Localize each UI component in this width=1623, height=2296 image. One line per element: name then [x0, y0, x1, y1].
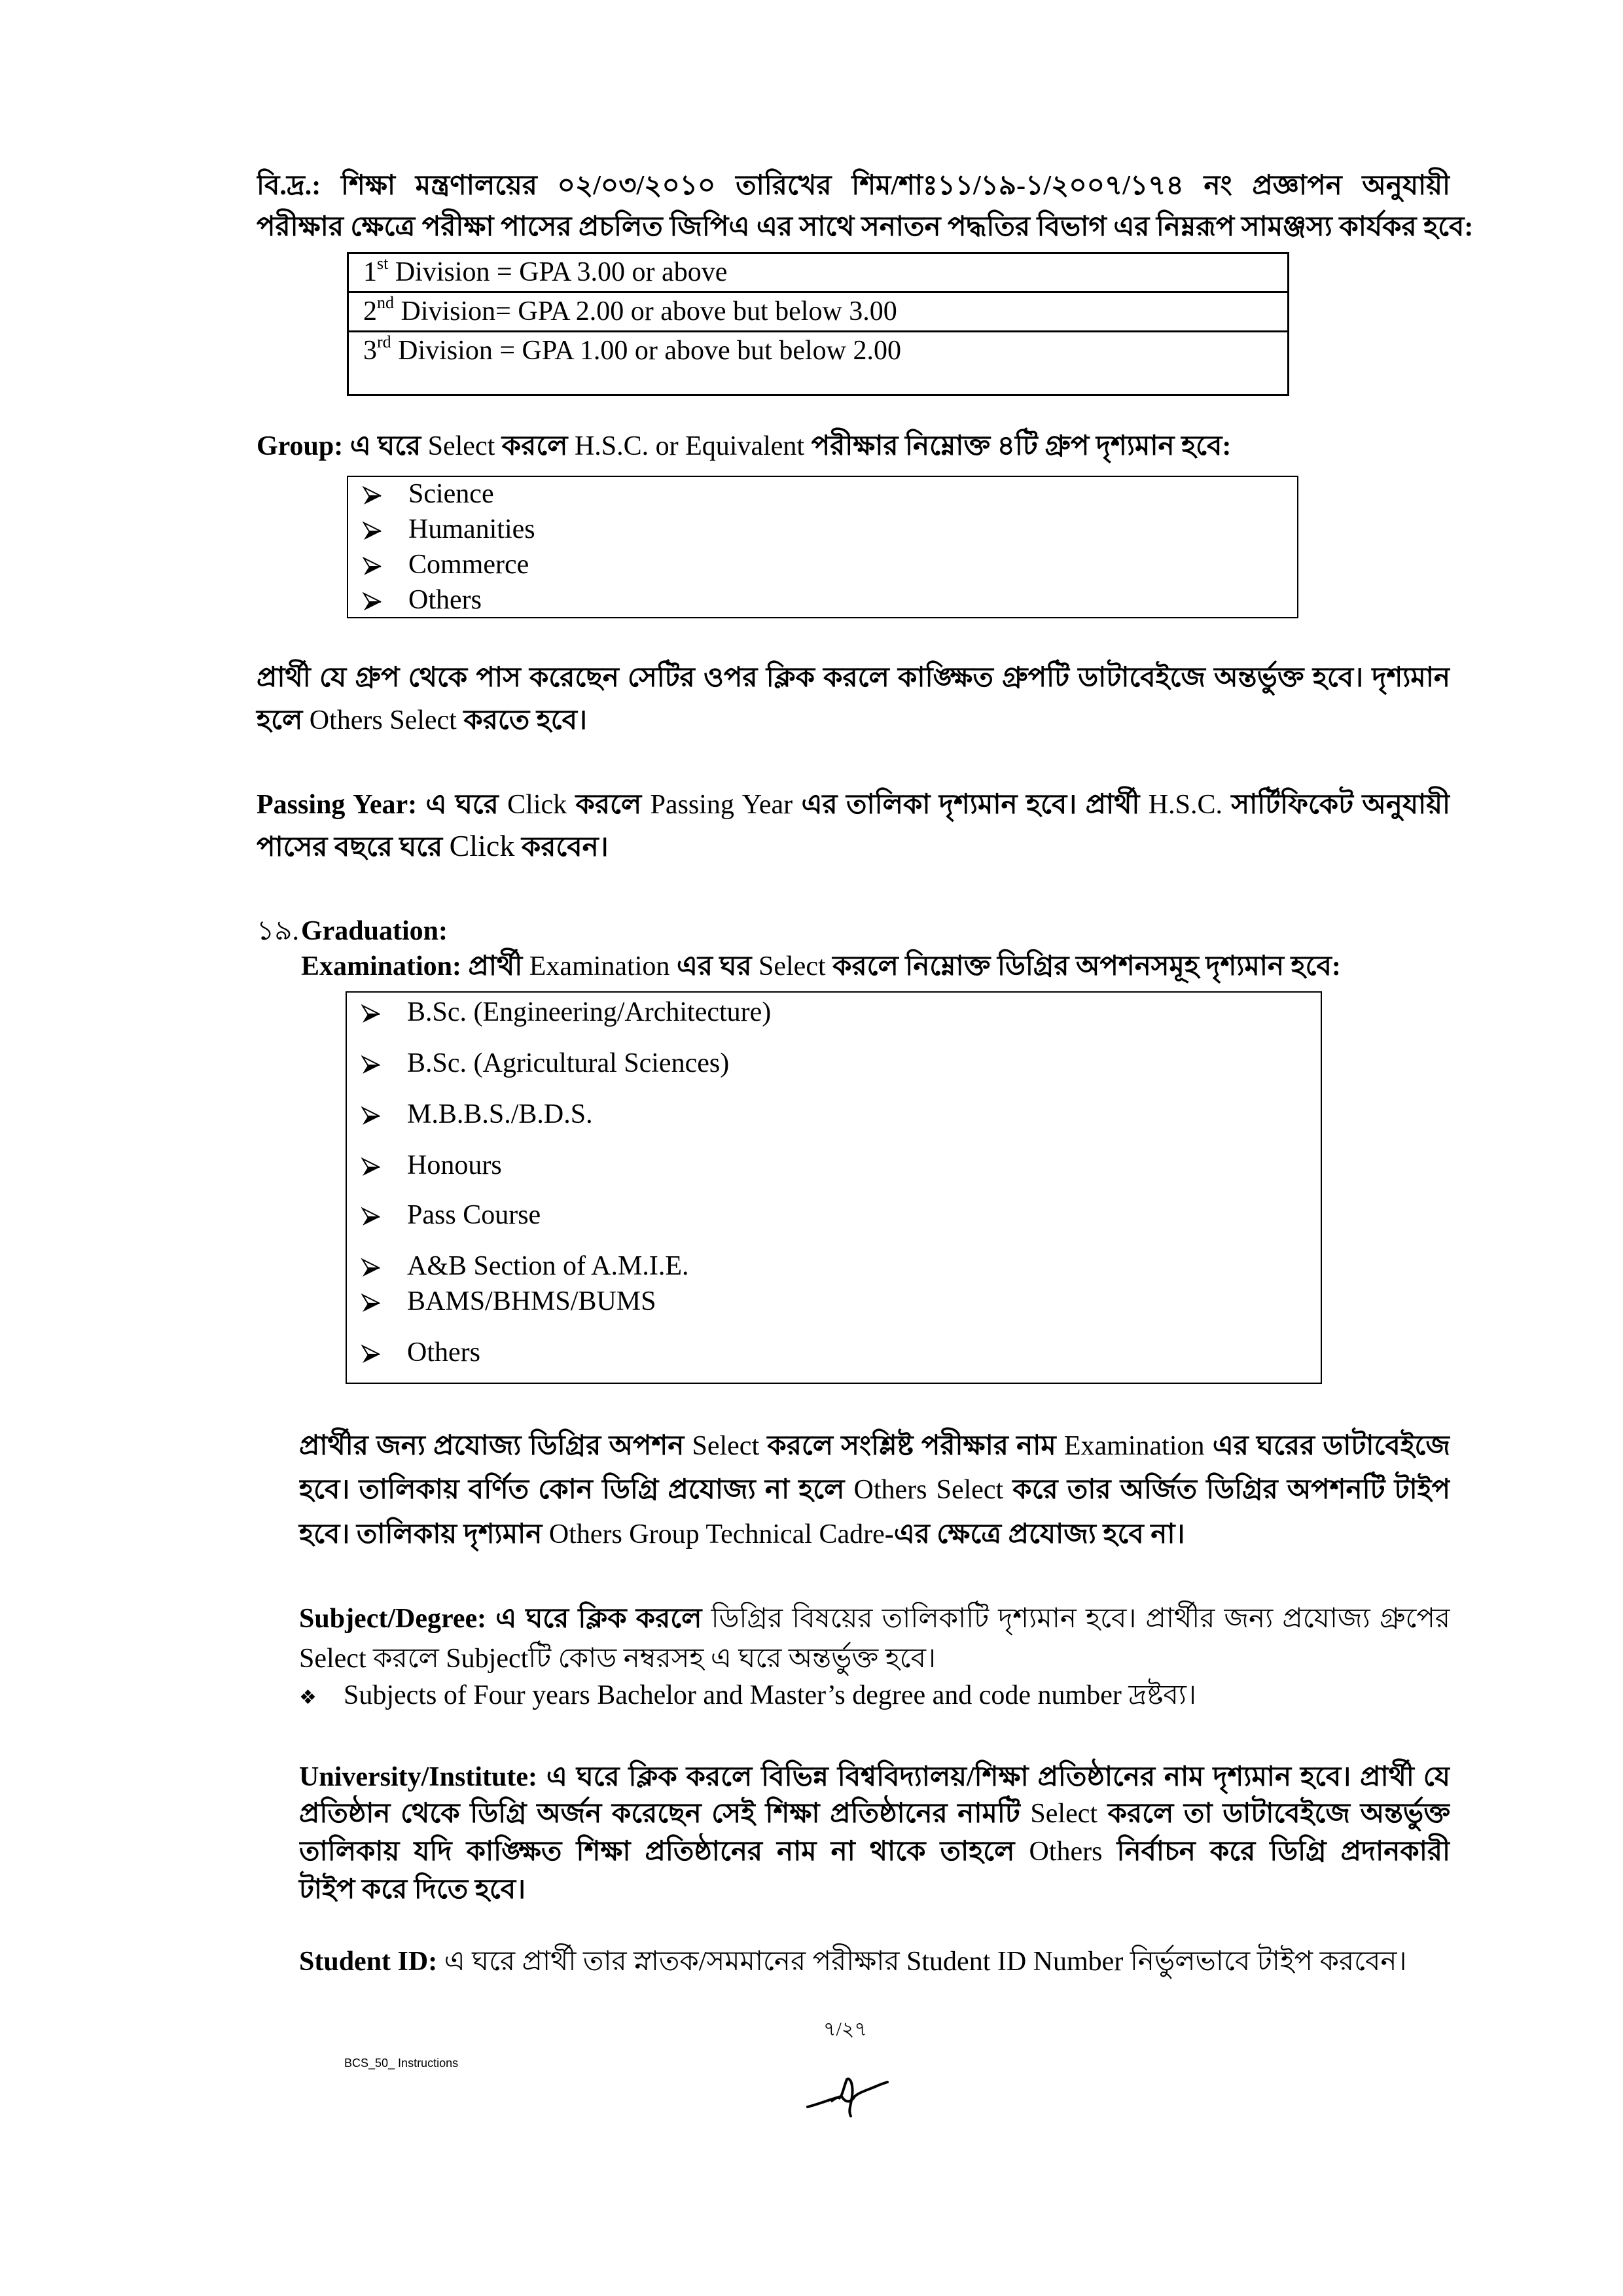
text: প্রতিষ্ঠান থেকে ডিগ্রি অর্জন করেছেন সেই শিক্ষা প্রতিষ্ঠানের নামটি	[299, 1799, 1031, 1829]
text: করলে তা ডাটাবেইজে অন্তর্ভুক্ত	[1107, 1799, 1450, 1829]
division-ordinal: st	[377, 254, 389, 273]
text: করলে	[567, 790, 651, 820]
subject-note	[299, 1676, 1196, 1718]
passing-year-line-2	[257, 826, 609, 867]
group-option	[363, 548, 529, 582]
arrowhead-bullet-icon	[363, 477, 408, 511]
text: Select	[692, 1431, 760, 1461]
group-option-label: Commerce	[408, 550, 529, 580]
graduation-heading	[257, 911, 448, 951]
group-option	[363, 477, 494, 511]
text: Subjects of Four years Bachelor and Master’s degree and code number	[344, 1680, 1122, 1710]
division-text: Division = GPA 3.00 or above	[388, 257, 728, 287]
arrowhead-bullet-icon	[363, 512, 408, 546]
text: Click	[507, 790, 567, 820]
examination-option	[361, 1335, 480, 1369]
subject-label: Subject/Degree:	[299, 1604, 487, 1634]
page-number: ৭/২৭	[823, 2019, 867, 2040]
text: হবে। তালিকায় বর্ণিত কোন ডিগ্রি প্রযোজ্য না হলে	[299, 1475, 854, 1505]
examination-option	[361, 1284, 656, 1318]
examination-option	[361, 1148, 502, 1182]
arrowhead-bullet-icon	[361, 1198, 407, 1232]
text: নির্ভুলভাবে টাইপ করবেন।	[1123, 1947, 1407, 1977]
division-text: Division= GPA 2.00 or above but below 3.00	[394, 296, 897, 327]
text: Others	[1029, 1837, 1103, 1867]
group-instruction	[257, 427, 1231, 466]
text: H.S.C.	[1148, 790, 1222, 820]
group-text: H.S.C. or Equivalent	[574, 431, 805, 461]
division-row	[349, 254, 1287, 293]
group-label: Group:	[257, 431, 344, 461]
note-line-1: বি.দ্র.: শিক্ষা মন্ত্রণালয়ের ০২/০৩/২০১০ তারিখের শিম/শাঃ১১/১৯-১/২০০৭/১৭৪ নং প্রজ্ঞাপন অনুযায়ী	[257, 171, 1450, 201]
arrowhead-bullet-icon	[363, 548, 408, 582]
text: করবেন।	[514, 832, 609, 862]
text: তালিকায় যদি কাঙ্ক্ষিত শিক্ষা প্রতিষ্ঠানের নাম না থাকে তাহলে	[299, 1837, 1029, 1867]
group-text: Select	[427, 431, 495, 461]
text: এর ঘরের ডাটাবেইজে	[1212, 1431, 1450, 1461]
division-row	[349, 332, 1287, 394]
examination-option	[361, 1046, 729, 1080]
examination-option-label: B.Sc. (Engineering/Architecture)	[407, 997, 772, 1027]
text: প্রার্থী	[461, 951, 529, 981]
signature-mark	[805, 2073, 890, 2119]
text: এ ঘরে ক্লিক করলে বিভিন্ন বিশ্ববিদ্যালয়/শিক্ষা প্রতিষ্ঠানের নাম দৃশ্যমান হবে। প্রার্থী যে	[537, 1762, 1450, 1792]
examination-option	[361, 995, 771, 1029]
group-text: করলে	[495, 431, 575, 461]
graduation-para-line-1	[299, 1426, 1450, 1466]
examination-option-label: BAMS/BHMS/BUMS	[407, 1286, 656, 1316]
examination-option-label: B.Sc. (Agricultural Sciences)	[407, 1048, 730, 1078]
graduation-para-line-3	[299, 1515, 1185, 1554]
text: Select	[299, 1644, 366, 1674]
text: -এর ক্ষেত্রে প্রযোজ্য হবে না।	[884, 1519, 1185, 1549]
student-id-label: Student ID:	[299, 1947, 438, 1977]
examination-option-label: A&B Section of A.M.I.E.	[407, 1251, 689, 1281]
division-text: Division = GPA 1.00 or above but below 2.00	[391, 336, 901, 366]
division-table	[347, 252, 1289, 396]
text: করতে হবে।	[456, 705, 588, 735]
text: এ ঘরে প্রার্থী তার স্নাতক/সমমানের পরীক্ষার	[437, 1947, 907, 1977]
text: Click	[449, 829, 515, 862]
text: টি কোড নম্বরসহ এ ঘরে অন্তর্ভুক্ত হবে।	[528, 1644, 936, 1674]
text: Select	[758, 951, 826, 981]
text: Others Group Technical Cadre	[548, 1519, 885, 1549]
group-para-line-2	[257, 701, 587, 740]
text: পাসের বছরে ঘরে	[257, 832, 450, 862]
group-text: পরীক্ষার নিম্নোক্ত ৪টি গ্রুপ দৃশ্যমান হবে:	[804, 431, 1232, 461]
examination-option-label: Others	[407, 1337, 480, 1368]
text: Passing Year	[650, 790, 793, 820]
arrowhead-bullet-icon	[361, 1148, 407, 1182]
text: এ ঘরে	[417, 790, 508, 820]
university-line-3	[299, 1832, 1450, 1871]
arrowhead-bullet-icon	[363, 583, 408, 617]
arrowhead-bullet-icon	[361, 1284, 407, 1318]
text: Others Select	[309, 705, 457, 735]
text: নির্বাচন করে ডিগ্রি প্রদানকারী	[1116, 1837, 1450, 1867]
arrowhead-bullet-icon	[361, 1249, 407, 1283]
university-label: University/Institute:	[299, 1762, 537, 1792]
university-line-4: টাইপ করে দিতে হবে।	[299, 1875, 526, 1905]
group-option-label: Science	[408, 479, 494, 509]
text: এর ঘর	[669, 951, 759, 981]
examination-instruction	[301, 947, 1341, 986]
text: সার্টিফিকেট অনুযায়ী	[1222, 790, 1450, 820]
examination-option-label: Pass Course	[407, 1200, 541, 1230]
text: করলে	[366, 1644, 446, 1674]
examination-label: Examination:	[301, 951, 462, 981]
text: এর তালিকা দৃশ্যমান হবে। প্রার্থী	[793, 790, 1149, 820]
text: প্রার্থীর জন্য প্রযোজ্য ডিগ্রির অপশন	[299, 1431, 692, 1461]
group-options-box	[347, 476, 1298, 618]
group-option-label: Humanities	[408, 514, 535, 544]
examination-option-label: Honours	[407, 1150, 502, 1180]
text: করলে সংশ্লিষ্ট পরীক্ষার নাম	[759, 1431, 1064, 1461]
division-number: 3	[363, 336, 377, 366]
text: ডিগ্রির বিষয়ের তালিকাটি দৃশ্যমান হবে। প্রার্থীর জন্য প্রযোজ্য গ্রুপের	[711, 1604, 1450, 1634]
text: Subject	[446, 1644, 529, 1674]
section-number: ১৯.	[257, 916, 300, 946]
examination-options-box	[346, 991, 1322, 1384]
text: Select	[1030, 1799, 1098, 1829]
text: হবে। তালিকায় দৃশ্যমান	[299, 1519, 549, 1549]
text: করে তার অর্জিত ডিগ্রির অপশনটি টাইপ	[1012, 1475, 1450, 1505]
arrowhead-bullet-icon	[361, 1335, 407, 1369]
text: করলে নিম্নোক্ত ডিগ্রির অপশনসমূহ দৃশ্যমান হবে:	[825, 951, 1341, 981]
examination-option	[361, 1249, 688, 1283]
subject-line-2	[299, 1639, 936, 1678]
group-option	[363, 512, 535, 546]
passing-year-label: Passing Year:	[257, 790, 418, 820]
division-row	[349, 293, 1287, 332]
text: এ ঘরে ক্লিক করলে	[486, 1604, 702, 1634]
division-number: 1	[363, 257, 377, 287]
division-ordinal: nd	[377, 293, 394, 312]
passing-year-line-1	[257, 785, 1450, 824]
text: দ্রষ্টব্য।	[1121, 1680, 1197, 1710]
text: হলে	[257, 705, 310, 735]
university-line-1	[299, 1757, 1450, 1797]
arrowhead-bullet-icon	[361, 1097, 407, 1131]
text: Others Select	[853, 1475, 1004, 1505]
text: Examination	[1063, 1431, 1205, 1461]
arrowhead-bullet-icon	[361, 1046, 407, 1080]
group-option-label: Others	[408, 585, 482, 615]
four-diamond-bullet-icon: ❖	[299, 1686, 317, 1709]
arrowhead-bullet-icon	[361, 995, 407, 1029]
document-name: BCS_50_ Instructions	[344, 2057, 459, 2070]
division-number: 2	[363, 296, 377, 327]
group-option	[363, 583, 482, 617]
text: Student ID Number	[906, 1947, 1124, 1977]
university-line-2	[299, 1794, 1450, 1833]
subject-line-1	[299, 1599, 1450, 1638]
examination-option-label: M.B.B.S./B.D.S.	[407, 1099, 593, 1129]
division-ordinal: rd	[377, 332, 391, 351]
text: Examination	[529, 951, 670, 981]
graduation-title: Graduation:	[301, 916, 448, 946]
note-line-2: পরীক্ষার ক্ষেত্রে পরীক্ষা পাসের প্রচলিত জিপিএ এর সাথে সনাতন পদ্ধতির বিভাগ এর নিম্নরূপ সামঞ্জস্য কার্যকর হবে:	[257, 212, 1474, 242]
group-para-line-1: প্রার্থী যে গ্রুপ থেকে পাস করেছেন সেটির ওপর ক্লিক করলে কাঙ্ক্ষিত গ্রুপটি ডাটাবেইজে অন্তর্ভুক্ত হবে। দৃশ্যমান	[257, 663, 1450, 693]
group-text: এ ঘরে	[343, 431, 428, 461]
examination-option	[361, 1097, 593, 1131]
student-id-line	[299, 1942, 1406, 1981]
examination-option	[361, 1198, 541, 1232]
graduation-para-line-2	[299, 1470, 1450, 1510]
